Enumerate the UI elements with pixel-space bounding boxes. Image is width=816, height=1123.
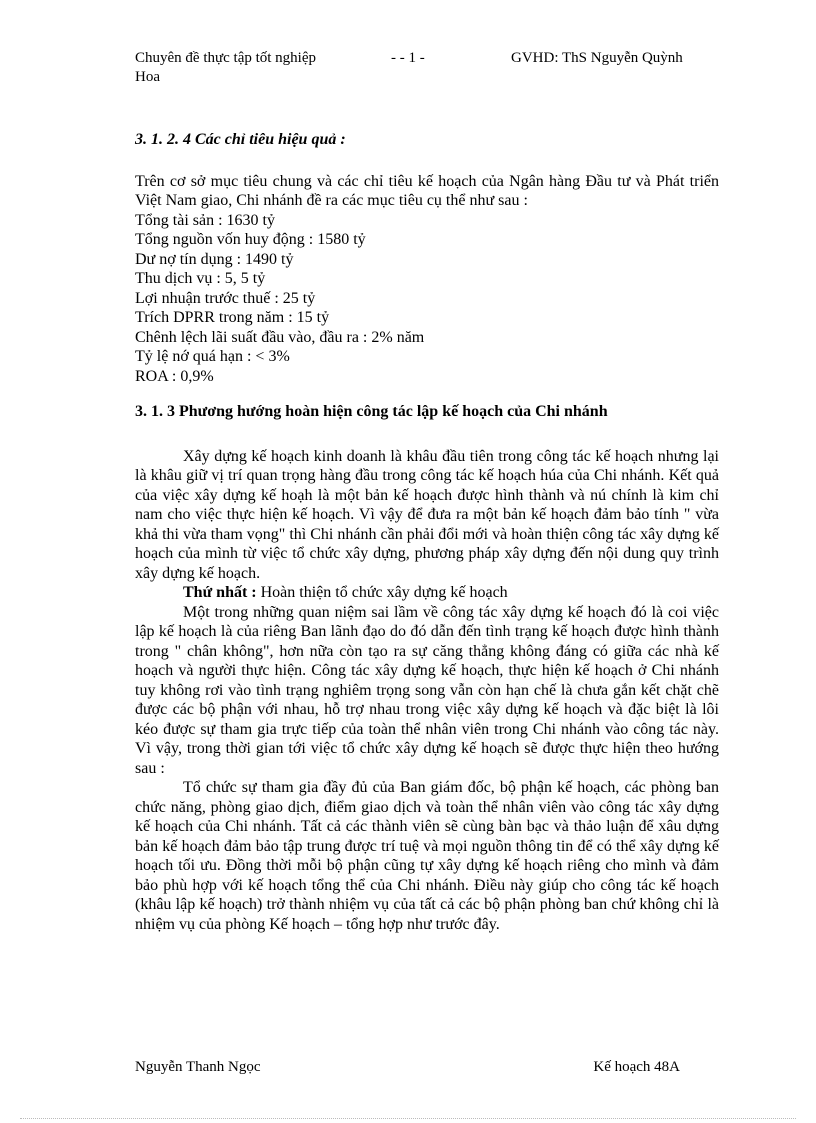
body-paragraph: Xây dựng kế hoạch kinh doanh là khâu đầu tiên trong công tác kế hoạch nhưng lại là khâu giữ vị trí quan trọng hàng đầu trong công tác kế hoạch húa của Chi nhánh. Kết quả của việc xây dựng kế hoạh là một bản kế hoạch được hình thành và nú chính là kim chỉ nam cho việc thực hiện kế hoạch. Vì vậy để đưa ra một bản kế hoạch đảm bảo tính " vừa khả thi vừa tham vọng" thì Chi nhánh cần phải đổi mới và hoàn thiện công tác xây dựng kế hoạch của mình từ việc tổ chức xây dựng, phương pháp xây dựng đến nội dung quy trình xây dựng kế hoạch. bbox=[135, 447, 719, 582]
list-item: Dư nợ tín dụng : 1490 tỷ bbox=[135, 250, 294, 268]
list-item: ROA : 0,9% bbox=[135, 367, 214, 385]
intro-paragraph: Trên cơ sở mục tiêu chung và các chỉ tiêu kế hoạch của Ngân hàng Đầu tư và Phát triển Việt Nam giao, Chi nhánh đề ra các mục tiêu cụ thể như sau : bbox=[135, 172, 719, 209]
footer-class: Kế hoạch 48A bbox=[593, 1059, 680, 1075]
list-item: Lợi nhuận trước thuế : 25 tỷ bbox=[135, 289, 316, 307]
list-item: Tỷ lệ nớ quá hạn : < 3% bbox=[135, 348, 290, 365]
footer-author: Nguyễn Thanh Ngọc bbox=[135, 1059, 261, 1075]
list-item: Tổng nguồn vốn huy động : 1580 tỷ bbox=[135, 231, 366, 248]
subheading-first bbox=[135, 583, 719, 603]
section-heading-planning-direction: 3. 1. 3 Phương hướng hoàn hiện công tác lập kế hoạch của Chi nhánh bbox=[135, 403, 608, 420]
subheading-text: Hoàn thiện tổ chức xây dựng kế hoạch bbox=[256, 584, 508, 601]
list-item: Trích DPRR trong năm : 15 tỷ bbox=[135, 309, 330, 326]
list-item: Thu dịch vụ : 5, 5 tỷ bbox=[135, 270, 266, 287]
page-bottom-divider bbox=[20, 1118, 796, 1119]
target-indicator-list bbox=[135, 211, 719, 387]
list-item: Tổng tài sản : 1630 tỷ bbox=[135, 211, 275, 229]
document-body bbox=[135, 130, 719, 934]
subheading-label: Thứ nhất : bbox=[183, 584, 257, 601]
list-item: Chênh lệch lãi suất đầu vào, đầu ra : 2% năm bbox=[135, 328, 425, 346]
header-page-number: - - 1 - bbox=[391, 50, 425, 66]
body-paragraph: Tổ chức sự tham gia đầy đủ của Ban giám đốc, bộ phận kế hoạch, các phòng ban chức năng, phòng giao dịch, điểm giao dịch và toàn thể nhân viên vào công tác xây dựng kế hoạch của Chi nhánh. Tất cả các thành viên sẽ cùng bàn bạc và thảo luận để xâu dựng bản kế hoạch đảm bảo tập trung được trí tuệ và mọi nguồn thông tin để có thể xây dựng kế hoạch tối ưu. Đồng thời mỗi bộ phận cũng tự xây dựng kế hoạch riêng cho mình và đảm bảo phù hợp với kế hoạch tổng thể của Chi nhánh. Điều này giúp cho công tác kế hoạch (khâu lập kế hoạch) trở thành nhiệm vụ của tất cả các bộ phận phòng ban chứ không chỉ là nhiệm vụ của phòng Kế hoạch – tổng hợp như trước đây. bbox=[135, 779, 719, 933]
section-heading-efficiency-indicators: 3. 1. 2. 4 Các chỉ tiêu hiệu quả : bbox=[135, 131, 346, 148]
header-supervisor: GVHD: ThS Nguyễn Quỳnh bbox=[511, 50, 683, 66]
header-supervisor-wrap: Hoa bbox=[135, 69, 160, 85]
header-thesis-title: Chuyên đề thực tập tốt nghiệp bbox=[135, 50, 317, 66]
body-paragraph: Một trong những quan niệm sai lầm về công tác xây dựng kế hoạch đó là coi việc lập kế hoạch là của riêng Ban lãnh đạo do đó dẫn đến tình trạng kế hoạch được hình thành trong " chân không", hơn nữa còn tạo ra sự căng thẳng không đáng có giữa các nhà kế hoạch và người thực hiện. Công tác xây dựng kế hoạch, thực hiện kế hoạch ở Chi nhánh tuy không rơi vào tình trạng nghiêm trọng song vẫn còn hạn chế là chưa gắn kết chặt chẽ được các bộ phận với nhau, hỗ trợ nhau trong việc xây dựng kế hoạch và đặc biệt là lôi kéo được sự tham gia trực tiếp của toàn thể nhân viên trong Chi nhánh vào công tác này. Vì vậy, trong thời gian tới việc tổ chức xây dựng kế hoạch sẽ được thực hiện theo hướng sau : bbox=[135, 603, 719, 777]
